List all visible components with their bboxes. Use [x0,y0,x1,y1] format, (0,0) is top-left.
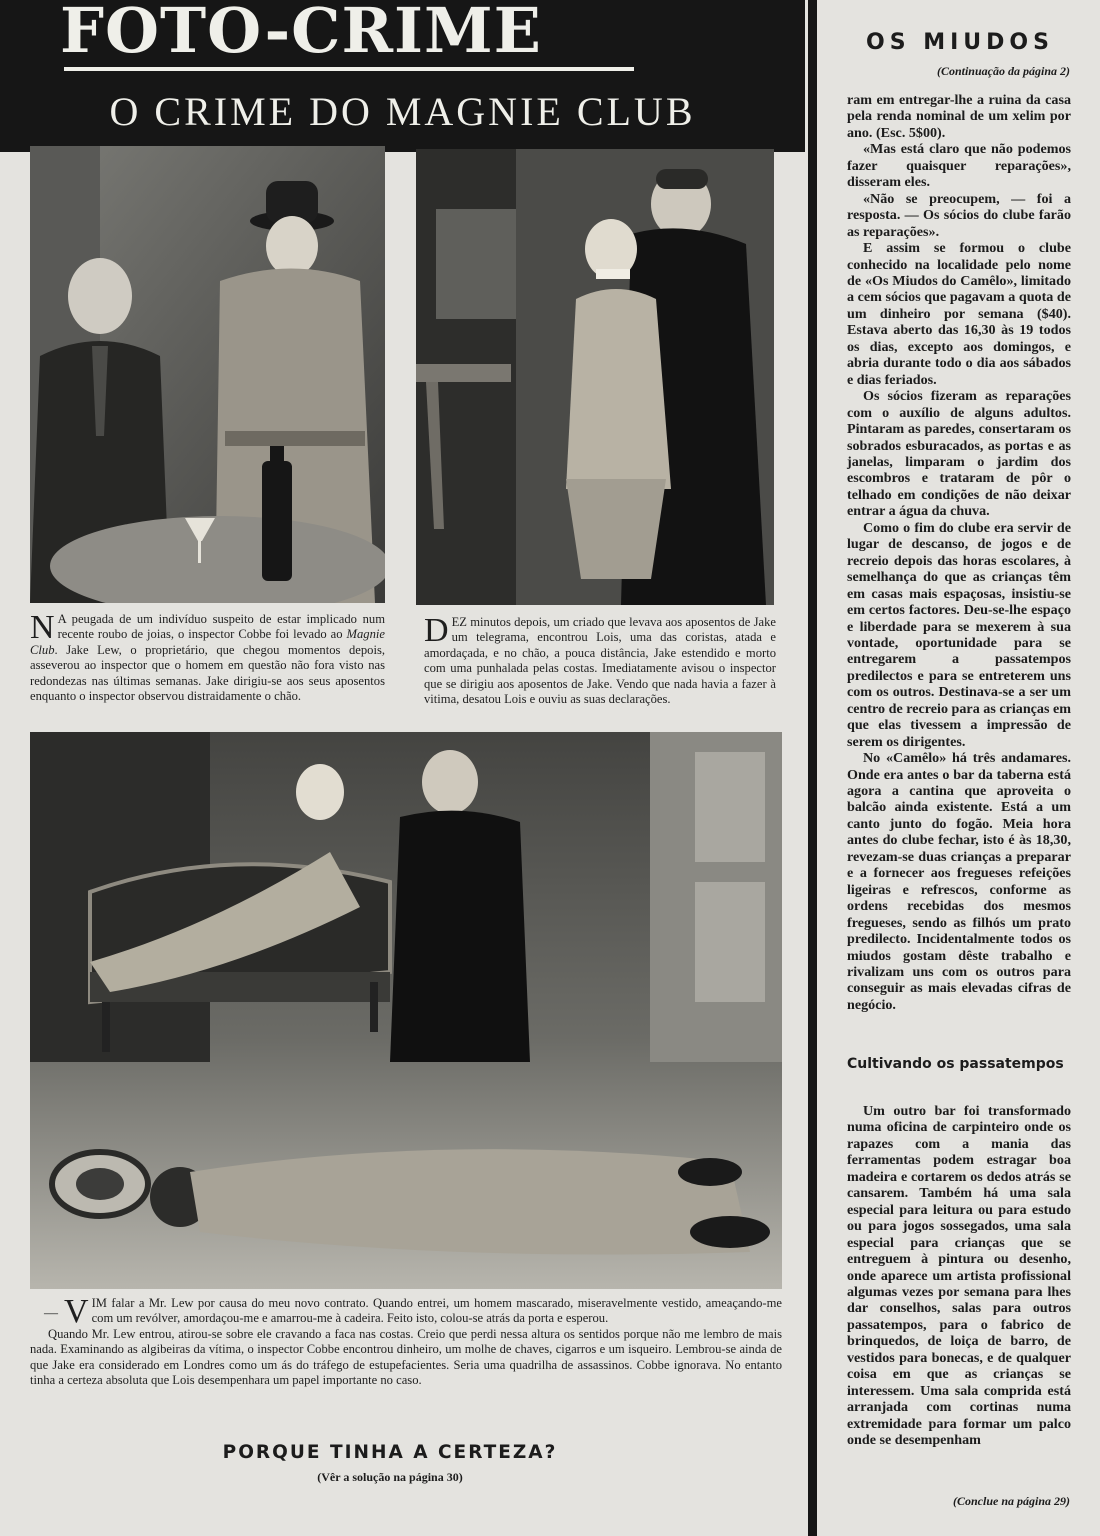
column-continued-note: (Conclue na página 29) [952,1494,1070,1508]
column-body [847,92,1071,1013]
testimony-paragraph-2: Quando Mr. Lew entrou, atirou-se sobre ele cravando a faca nas costas. Creio que perdi nessa altura os sentidos porque não me lembro de mais nada. Examinando as algibeiras da vítima, o inspector Cobbe encontrou dinheiro, um molhe de chaves, cigarros e um isqueiro. Lembrou-se ainda de que Jake era considerado em Londres como um ás do tráfego de estupefacientes. Seria uma quadrilha de assassinos. Cobbe ignorava. No entanto tinha a certeza absoluta que Lois desempenhara um papel importante no caso. [30,1326,782,1388]
column-paragraph: E assim se formou o clube conhecido na localidade pelo nome de «Os Miudos do Camêlo», limitado a cem sócios que pagavam a quota de um dinheiro por semana ($40). Estava aberto das 16,30 às 19 todos os dias, excepto aos domingos, e abria durante todo o dia aos sábados e dias feriados. [847,240,1071,388]
column-paragraph: «Mas está claro que não podemos fazer quaisquer reparações», disseram eles. [847,141,1071,191]
header-banner [0,0,805,152]
caption-1-text: A peugada de um indivíduo suspeito de estar implicado num recente roubo de joias, o inspector Cobbe foi levado ao [57,612,385,642]
caption-2-text: EZ minutos depois, um criado que levava aos aposentos de Jake um telegrama, encontrou Lois, uma das coristas, atada e amordaçada, e no chão, a pouca distância, Jake estendido e morto com uma punhalada pelas costas. Imediatamente avisou o inspector que se dirigiu aos aposentos de Jake. Vendo que nada havia a fazer à vitima, desatou Lois e ouviu as suas declarações. [424,615,776,707]
drop-cap: N [30,609,55,646]
article-subtitle: O CRIME DO MAGNIE CLUB [109,89,696,134]
column-paragraph: No «Camêlo» há três andamares. Onde era antes o bar da taberna está agora a cantina que aproveita o balcão ainda existente. Está a um canto junto do fogão. Meia hora antes do clube fechar, isto é às 18,30, revezam-se duas crianças a preparar e a fornecer aos fregueses refeições ligeiras e refrescos, conforme as ordens recebidas dos mesmos fregueses, sendo as filhós um prato predilecto. Incidentalmente todos os miudos gostam dêste trabalho e rivalizam uns com os outros para conseguir as mais elevadas cifras de negócio. [847,750,1071,1013]
column-paragraph: Como o fim do clube era servir de lugar de descanso, de jogos e de recreio depois das horas escolares, à semelhança do que as crianças têm em casas mais espaçosas, insistiu-se em certos factores. Deu-se-lhe espaço e liberdade para se mexerem à sua vontade, oportunidade para se entregarem a passatempos predilectos e para se entreterem uns com os outros. Destinava-se a ser um centro de recreio para as crianças em que elas tivessem a impressão de serem os dirigentes. [847,519,1071,750]
photo-inspector-and-owner [30,146,385,603]
caption-3-testimony [30,1293,782,1388]
column-title: OS MIUDOS [866,30,1054,55]
column-subheading: Cultivando os passatempos [847,1056,1064,1072]
puzzle-question: PORQUE TINHA A CERTEZA? [222,1442,558,1463]
drop-cap: D [424,612,449,649]
caption-2 [424,612,776,707]
testimony-paragraph-1: IM falar a Mr. Lew por causa do meu novo contrato. Quando entrei, um homem mascarado, miseravelmente vestido, ameaçando-me com um revólver, amordaçou-me e amarrou-me à cadeira. Feito isto, colou-se atrás da porta e esperou. [91,1296,782,1326]
column-body-2 [847,1103,1071,1449]
drop-cap: V [64,1293,89,1330]
masthead-underline [64,67,634,71]
column-paragraph: Um outro bar foi transformado numa oficina de carpinteiro onde os rapazes com a mania das ferramentas podem estragar boa madeira e cortarem os dedos atrás se cansarem. Também há uma sala especial para leitura ou para estudo ou para jogos sossegados, uma sala especial para crianças que se entreguem à pintura ou desenho, onde aparece um artista profissional algumas vezes por semana para lhes dar conselhos, salas para outros passatempos, para o fabrico de brinquedos, de loiça de barro, de vestidos para bonecas, e de qualquer coisa em que as crianças se interessem. Uma sala comprida está arranjada com cortinas numa extremidade para formar um palco onde se desempenham [847,1103,1071,1449]
column-continuation: (Continuação da página 2) [936,64,1070,78]
caption-1 [30,609,385,704]
column-paragraph: «Não se preocupem, — foi a resposta. — Os sócios do clube farão as reparações». [847,190,1071,240]
club-name: Magnie Club [30,627,385,657]
photo-woman-tied-to-chair [416,149,774,605]
masthead-title: FOTO-CRIME [60,0,542,67]
column-paragraph: Os sócios fizeram as reparações com o auxílio de alguns adultos. Pintaram as paredes, consertaram os sobrados esburacados, as portas e as janelas, limparam o jardim dos escombros e trataram de pôr o telhado em condições de não deixar entrar a água da chuva. [847,388,1071,520]
caption-1-text-cont: . Jake Lew, o proprietário, que chegou momentos depois, asseverou ao inspector que o homem em questão não fora visto nas redondezas nas últimas semanas. Jake dirigiu-se aos seus aposentos enquanto o inspector observou distraidamente o chão. [30,642,385,704]
solution-reference: (Vêr a solução na página 30) [317,1470,463,1484]
photo-crime-scene [30,732,782,1289]
dialogue-dash: — [44,1306,58,1321]
column-paragraph: ram em entregar-lhe a ruina da casa pela renda nominal de um xelim por ano. (Esc. 5$00). [847,92,1071,141]
column-divider [808,0,817,1536]
